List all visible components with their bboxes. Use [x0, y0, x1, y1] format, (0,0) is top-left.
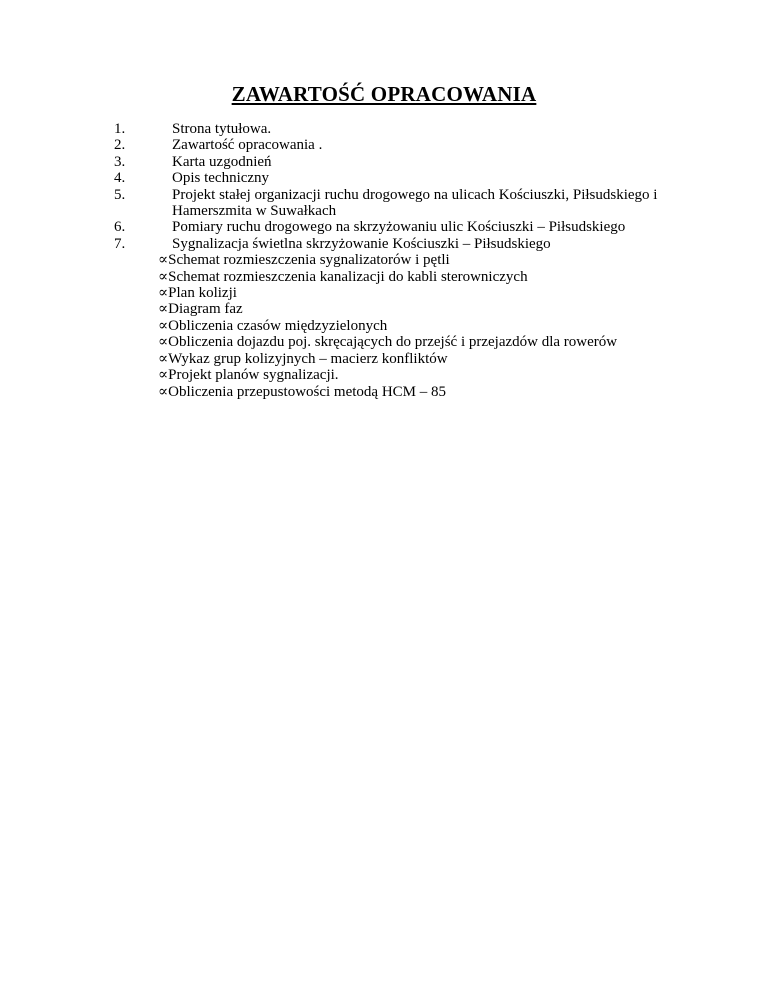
toc-subitem-text: Schemat rozmieszczenia kanalizacji do kabli sterowniczych — [168, 268, 528, 285]
toc-item-text: Projekt stałej organizacji ruchu drogowego na ulicach Kościuszki, Piłsudskiego i Hamerszmita w Suwałkach — [172, 186, 658, 220]
toc-subitem — [158, 318, 694, 334]
toc-subitem-text: Projekt planów sygnalizacji. — [168, 367, 339, 384]
bullet-symbol: ∝ — [158, 367, 169, 384]
toc-subitem — [158, 384, 694, 400]
bullet-symbol: ∝ — [158, 252, 169, 269]
toc-subitem — [158, 269, 694, 285]
bullet-symbol: ∝ — [158, 350, 169, 367]
toc-subitem-text: Obliczenia czasów międzyzielonych — [168, 317, 388, 334]
toc-item — [114, 187, 694, 220]
toc-subitem — [158, 285, 694, 301]
toc-item-text: Strona tytułowa. — [172, 121, 272, 137]
toc-item-number: 7. — [114, 235, 126, 252]
toc-subitem-text: Obliczenia dojazdu poj. skręcających do przejść i przejazdów dla rowerów — [168, 334, 618, 351]
toc-item — [114, 236, 694, 252]
toc-subitem — [158, 367, 694, 383]
toc-subitem — [158, 301, 694, 317]
toc-item-text: Sygnalizacja świetlna skrzyżowanie Kościuszki – Piłsudskiego — [172, 235, 551, 252]
table-of-contents — [114, 121, 694, 400]
bullet-symbol: ∝ — [158, 301, 169, 318]
bullet-symbol: ∝ — [158, 268, 169, 285]
toc-subitem-text: Wykaz grup kolizyjnych – macierz konfliktów — [168, 350, 448, 367]
toc-subitem — [158, 351, 694, 367]
toc-item — [114, 121, 694, 137]
toc-item — [114, 219, 694, 235]
toc-item-number: 1. — [114, 121, 126, 137]
toc-subitem — [158, 334, 694, 350]
toc-item-text: Opis techniczny — [172, 170, 270, 187]
toc-subitem-text: Schemat rozmieszczenia sygnalizatorów i pętli — [168, 252, 450, 269]
toc-item-number: 4. — [114, 170, 126, 187]
toc-item-number: 3. — [114, 153, 126, 170]
toc-item-text: Pomiary ruchu drogowego na skrzyżowaniu ulic Kościuszki – Piłsudskiego — [172, 219, 626, 236]
toc-item — [114, 154, 694, 170]
bullet-symbol: ∝ — [158, 383, 169, 400]
toc-subitem — [158, 252, 694, 268]
toc-item-text: Zawartość opracowania . — [172, 137, 323, 154]
bullet-symbol: ∝ — [158, 317, 169, 334]
bullet-symbol: ∝ — [158, 334, 169, 351]
toc-item-text: Karta uzgodnień — [172, 153, 272, 170]
toc-item-number: 6. — [114, 219, 126, 236]
toc-item — [114, 170, 694, 186]
toc-subitem-text: Obliczenia przepustowości metodą HCM – 85 — [168, 383, 447, 400]
toc-item-number: 2. — [114, 137, 126, 154]
toc-subitem-text: Diagram faz — [168, 301, 243, 318]
bullet-symbol: ∝ — [158, 285, 169, 302]
document-title: ZAWARTOŚĆ OPRACOWANIA — [231, 82, 537, 106]
toc-item — [114, 137, 694, 153]
toc-subitem-text: Plan kolizji — [168, 285, 237, 302]
toc-item-number: 5. — [114, 186, 126, 203]
